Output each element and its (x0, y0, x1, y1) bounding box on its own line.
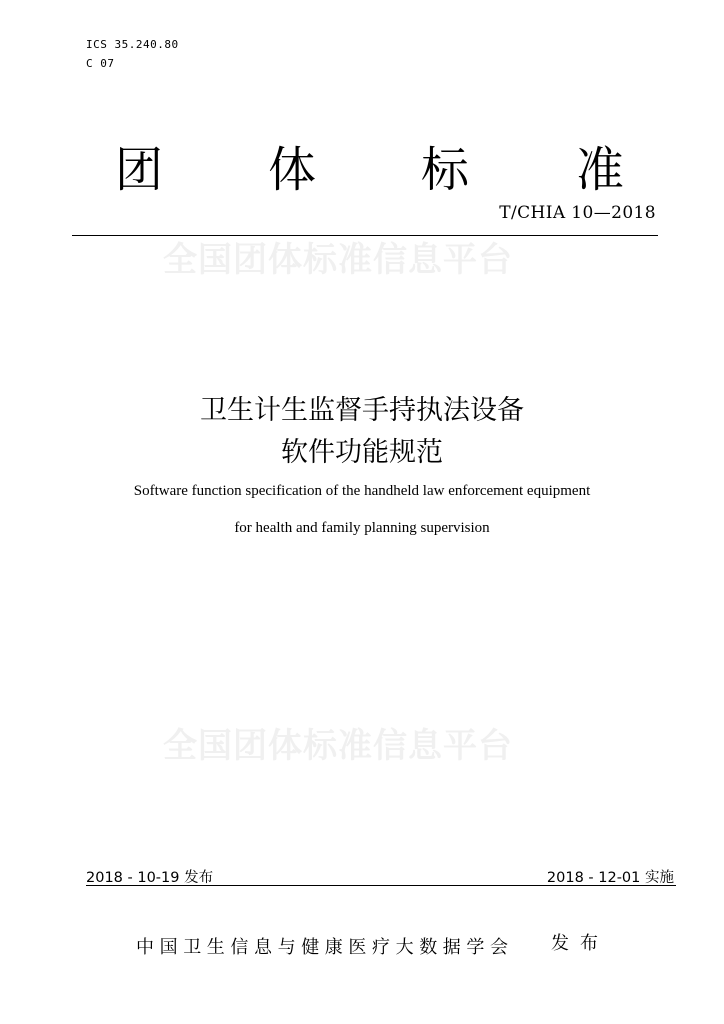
release-date: 2018 - 10-19 发布 (86, 870, 214, 886)
title-cn-line-1: 卫生计生监督手持执法设备 (200, 395, 524, 426)
standard-type-char-4: 准 (576, 142, 625, 198)
standard-type-char-3: 标 (421, 142, 470, 198)
publish-verb: 发布 (551, 933, 609, 954)
standard-type-char-2: 体 (268, 142, 317, 198)
ics-code: ICS 35.240.80 (86, 38, 179, 51)
bottom-divider (86, 885, 676, 886)
watermark-top: 全国团体标准信息平台 (163, 240, 513, 280)
title-en-line-2: for health and family planning supervision (234, 520, 490, 536)
standard-number: T/CHIA 10—2018 (499, 203, 656, 223)
title-cn-line-2: 软件功能规范 (281, 437, 443, 468)
ccs-code: C 07 (86, 57, 115, 70)
title-en-line-1: Software function specification of the handheld law enforcement equipment (133, 483, 591, 499)
implementation-date: 2018 - 12-01 实施 (546, 870, 674, 886)
watermark-bottom: 全国团体标准信息平台 (163, 726, 513, 766)
standard-type-char-1: 团 (115, 142, 164, 198)
publisher-name: 中国卫生信息与健康医疗大数据学会 (136, 937, 514, 958)
